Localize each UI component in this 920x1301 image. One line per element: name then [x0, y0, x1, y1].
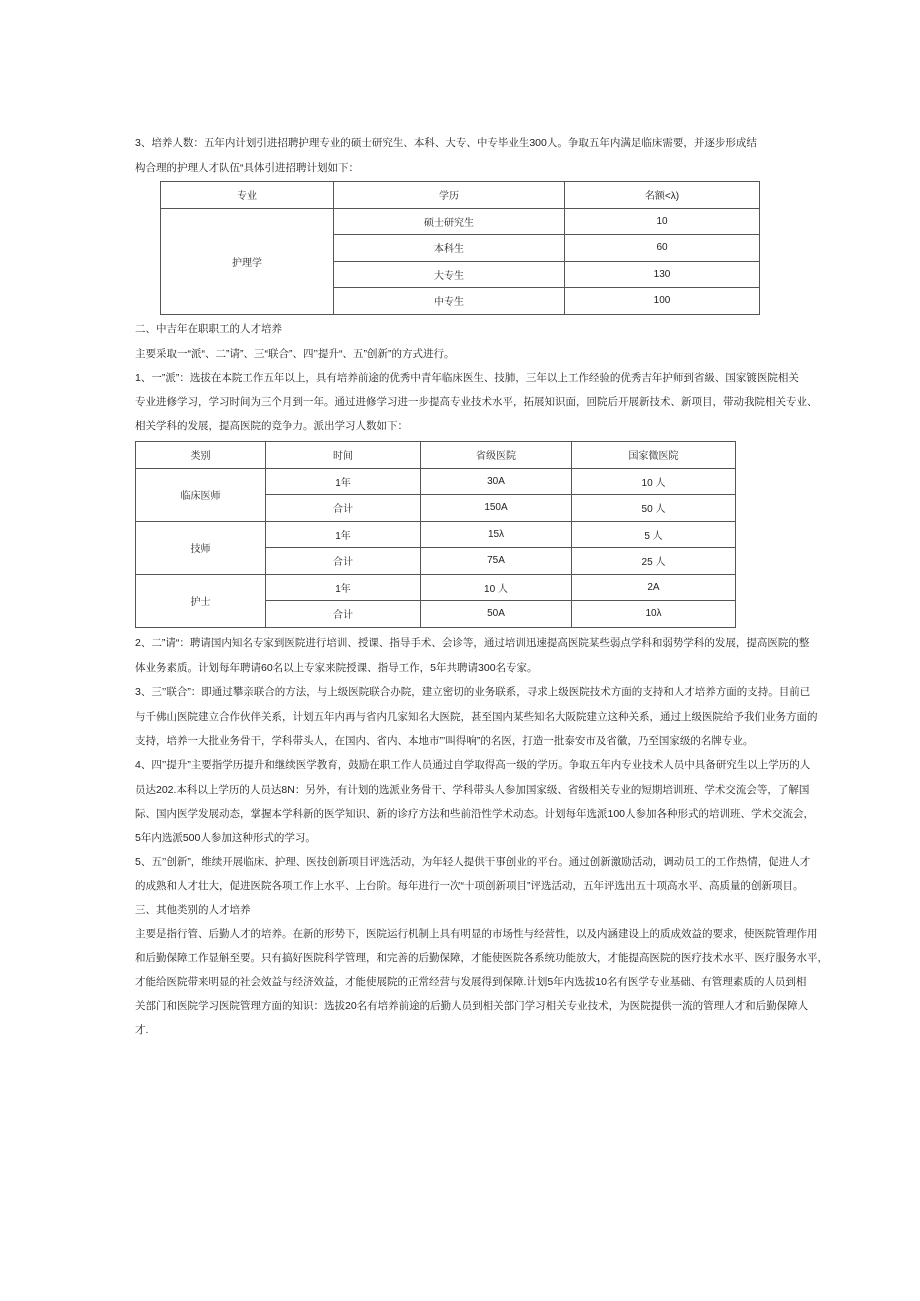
cell: 1年 — [266, 574, 421, 601]
count-cell: 60 — [565, 235, 760, 262]
text-line: 体业务素质。计划每年聘请60名以上专家来院授课、指导工作，5年共聘请300名专家。 — [135, 662, 538, 674]
header-cell: 专业 — [161, 182, 334, 209]
count-cell: 130 — [565, 261, 760, 288]
header-cell: 国家微医院 — [572, 442, 736, 469]
text-line: 支持，培养一大批业务骨干，学科带头人，在国内、省内、本地市”’叫得响”的名医，打造一批泰安市及省徽，乃至国家级的名牌专业。 — [135, 735, 754, 747]
cell: 10 人 — [421, 574, 572, 601]
degree-cell: 硕士研究生 — [334, 208, 565, 235]
table-header-row — [136, 442, 736, 469]
header-cell: 类别 — [136, 442, 266, 469]
table-row — [136, 521, 736, 548]
text-line: 4、四’’提升”主要指学历提升和继续医学教育，鼓励在职工作人员通过自学取得高一级的学历。争取五年内专业技术人员中具备研究生以上学历的人 — [135, 759, 811, 771]
text-line: 3、培养人数：五年内计划引进招聘护理专业的硕士研究生、本科、大专、中专毕业生300人。争取五年内满足临床需要，并逐步形成结 — [135, 137, 757, 149]
category-cell: 技师 — [136, 521, 266, 574]
count-cell: 100 — [565, 288, 760, 315]
header-cell: 省级医院 — [421, 442, 572, 469]
header-cell: 时间 — [266, 442, 421, 469]
cell: 2A — [572, 574, 736, 601]
cell: 1年 — [266, 521, 421, 548]
text-line: 与千佛山医院建立合作伙伴关系，计划五年内再与省内几家知名大医院，甚至国内某些知名大阪院建立这种关系，通过上级医院给予我们业务方面的 — [135, 711, 818, 723]
header-cell: 名额<λ) — [565, 182, 760, 209]
text-line: 3、三’’联合”：即通过攀亲联合的方法，与上级医院联合办院，建立密切的业务联系，寻求上级医院技术方面的支持和人才培养方面的支持。目前已 — [135, 686, 811, 698]
cell: 合计 — [266, 495, 421, 522]
cell: 15λ — [421, 521, 572, 548]
section-heading: 二、中吉年在职职工的人才培养 — [135, 323, 282, 335]
section-heading: 三、其他类别的人才培养 — [135, 904, 251, 916]
text-line: 际、国内医学发展动态，掌握本学科新的医学知识、新的诊疗方法和些前沿性学术动态。计划每年选派100人参加各种形式的培训班、学术交流会， — [135, 808, 815, 820]
table-row — [136, 574, 736, 601]
text-line: 才. — [135, 1024, 149, 1036]
cell: 合计 — [266, 601, 421, 628]
major-cell: 护理学 — [161, 208, 334, 314]
table-row — [161, 208, 760, 235]
category-cell: 护士 — [136, 574, 266, 627]
cell: 50 人 — [572, 495, 736, 522]
recruitment-plan-table — [160, 181, 760, 315]
cell: 10λ — [572, 601, 736, 628]
cell: 5 人 — [572, 521, 736, 548]
text-line: 关部门和医院学习医院管理方面的知识：选拔20名有培养前途的后勤人员到相关部门学习相关专业技术，为医院提供一流的管理人才和后勤保障人 — [135, 1000, 809, 1012]
cell: 25 人 — [572, 548, 736, 575]
text-line: 2、二”请“：聘请国内知名专家到医院进行培训、授课、指导手术、会诊等，通过培训迅速提高医院某些弱点学科和弱势学科的发展，提高医院的整 — [135, 637, 810, 649]
cell: 1年 — [266, 468, 421, 495]
text-line: 员达202.本科以上学历的人员达8N：另外，有计划的选派业务骨干、学科带头人参加国家级、省级相关专业的短期培训班、学术交流会等，了解国 — [135, 784, 810, 796]
cell: 50A — [421, 601, 572, 628]
category-cell: 临床医师 — [136, 468, 266, 521]
header-cell: 学历 — [334, 182, 565, 209]
text-line: 才能给医院带来明显的社会效益与经济效益，才能使展院的正常经营与发展得到保障.计划5年内选拔10名有医学专业基础、有管理素质的人员到相 — [135, 976, 807, 988]
table-header-row — [161, 182, 760, 209]
text-line: 主要是指行管、后勤人才的培养。在新的形势下，医院运行机制上具有明显的市场性与经营性，以及内涵建设上的质成效益的要求，使医院管理作用 — [135, 928, 818, 940]
count-cell: 10 — [565, 208, 760, 235]
text-line: 构合理的护理人才队伍“具体引进招聘计划如下： — [135, 162, 359, 174]
degree-cell: 中专生 — [334, 288, 565, 315]
text-line: 1、一”派”：选拔在本院工作五年以上，具有培养前途的优秀中青年临床医生、技肺，三年以上工作经验的优秀吉年护师到省級、国家镀医院相关 — [135, 372, 799, 384]
cell: 75A — [421, 548, 572, 575]
text-line: 专业进修学习，学习时间为三个月到一年。通过进修学习进一步提高专业技术水平，拓展知识面，回院后开展新技术、新项目，带动我院相关专业、 — [135, 396, 818, 408]
cell: 30A — [421, 468, 572, 495]
cell: 10 人 — [572, 468, 736, 495]
degree-cell: 大专生 — [334, 261, 565, 288]
text-line: 5年内选派500人参加这种形式的学习。 — [135, 832, 316, 844]
text-line: 5、五’’创新”，维续开展临床、护理、医技创新项目评选活动，为年轻人提供干事创业的平台。通过创新激励活动，调动员工的工作热情，促进人才 — [135, 856, 811, 868]
text-line: 相关学科的发展，提高医院的竞争力。派出学习人数如下： — [135, 420, 408, 432]
text-line: 的成熟和人才壮大，促进医院各项工作上水平、上台阶。每年进行一次“十项创新项目”评选活动，五年评选出五十项高水平、高质量的创新项目。 — [135, 880, 804, 892]
cell: 150A — [421, 495, 572, 522]
text-line: 主要采取一“派“、二”请”、三“联合”、四’’提升“、五”创新”的方式进行。 — [135, 348, 455, 360]
degree-cell: 本科生 — [334, 235, 565, 262]
text-line: 和后勤保障工作显斛至要。只有搞好医院科学管理，和完善的后勤保障，才能使医院各系统功能放大，才能提高医院的医疗技术水平、医疗服务水平， — [135, 952, 828, 964]
cell: 合计 — [266, 548, 421, 575]
study-dispatch-table — [135, 441, 736, 628]
table-row — [136, 468, 736, 495]
